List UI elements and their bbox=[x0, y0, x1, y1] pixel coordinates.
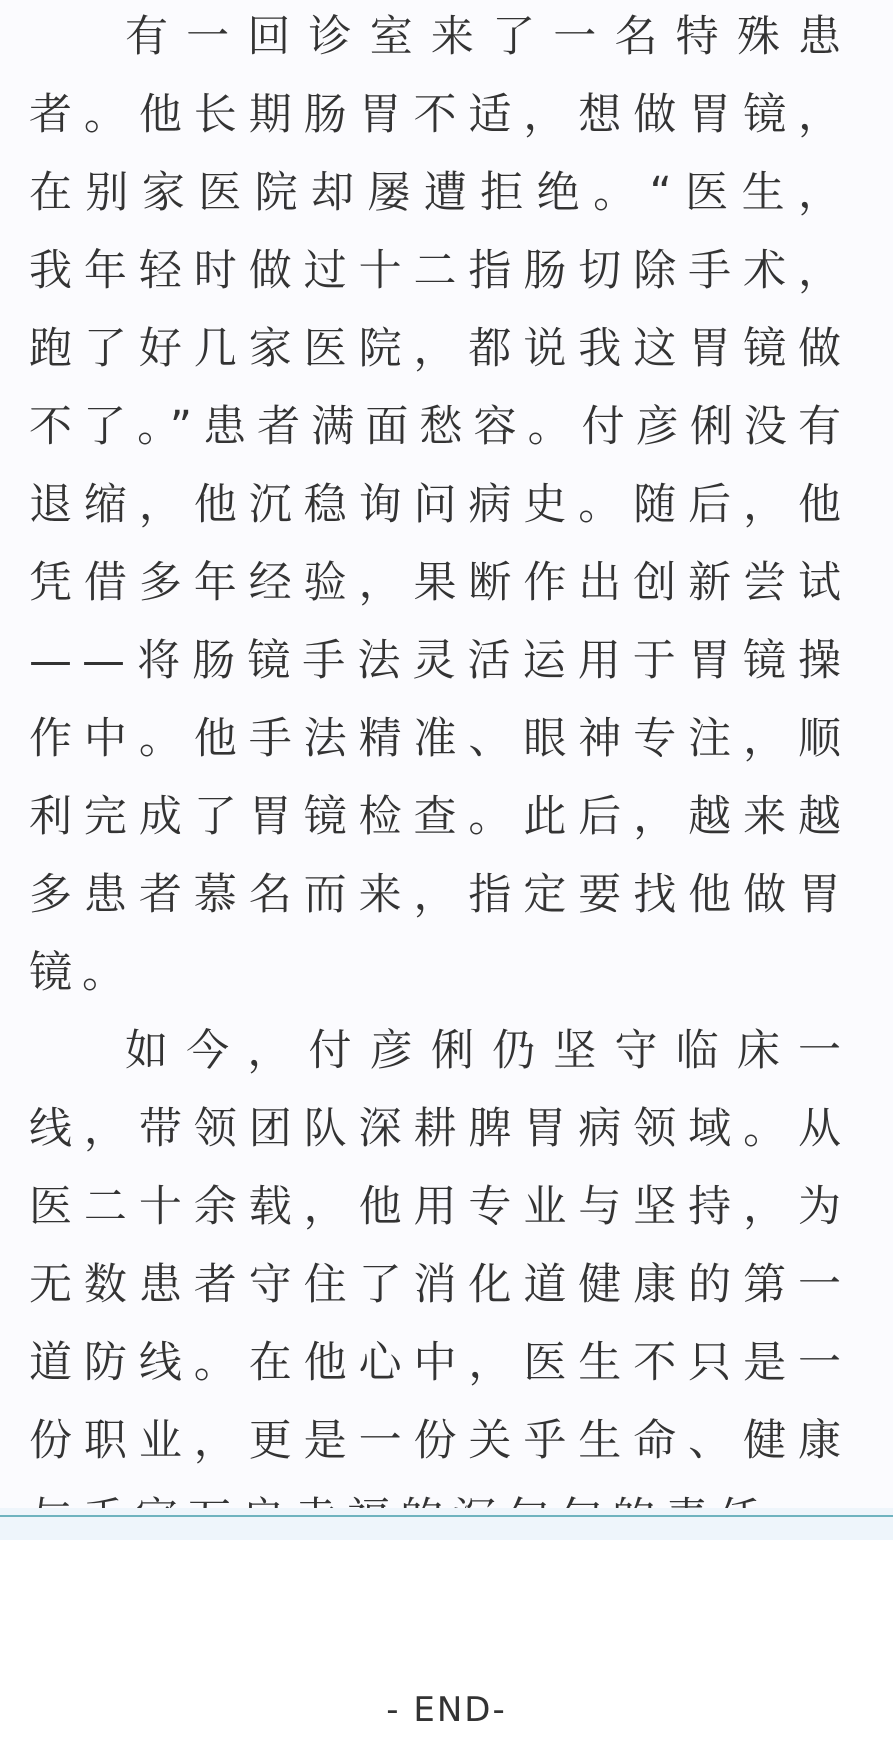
article-body bbox=[29, 0, 851, 1558]
footer-band bbox=[0, 1508, 893, 1540]
article-paragraph-2: 如今，付彦俐仍坚守临床一线，带领团队深耕脾胃病领域。从医二十余载，他用专业与坚持，为无数患者守住了消化道健康的第一道防线。在他心中，医生不只是一份职业，更是一份关乎生命、健康 bbox=[29, 1026, 851, 1466]
end-marker: - END- bbox=[386, 1690, 507, 1730]
article-paragraph-1: 有一回诊室来了一名特殊患者。他长期肠胃不适，想做胃镜，在别家医院却屡遭拒绝。“医生，我年轻时做过十二指肠切除手术，跑了好几家医院，都说我这胃镜做不了。”患者满面愁容。付彦俐没有退缩，他沉稳询问病史。随后，他凭借多年经验，果断作出创新尝试——将肠镜手法灵活运用于胃镜操作中。他手法精准、眼神专注，顺利完成了胃镜检查。此后，越来越多患者慕名而来，指定要找他做胃镜。 bbox=[29, 12, 851, 998]
section-divider bbox=[0, 1515, 893, 1517]
